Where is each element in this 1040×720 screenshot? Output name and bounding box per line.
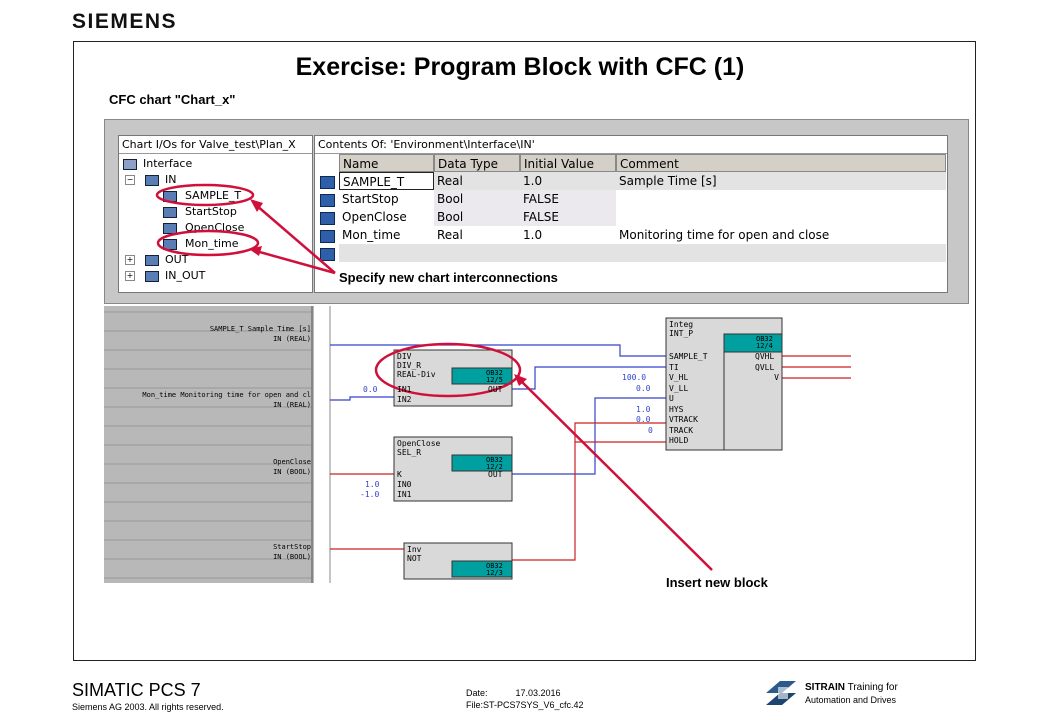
note-insert-block: Insert new block — [666, 575, 768, 590]
cell-name-1[interactable]: SAMPLE_T — [339, 172, 434, 190]
integ-pin-v-ll[interactable]: V_LL — [669, 383, 689, 393]
col-header-type[interactable]: Data Type — [434, 154, 520, 172]
integ-track-value: 0 — [648, 426, 653, 435]
integ-pin-qvhl[interactable]: QVHL — [755, 352, 775, 361]
sel-pin-out[interactable]: OUT — [488, 470, 503, 479]
col-header-comment[interactable]: Comment — [616, 154, 946, 172]
highlight-sample-t — [157, 185, 253, 205]
sel-pin-in0[interactable]: IN0 — [397, 480, 412, 489]
footer-file: File:ST-PCS7SYS_V6_cfc.42 — [466, 700, 584, 710]
integ-pin-hold[interactable]: HOLD — [669, 436, 689, 445]
cell-type-2[interactable]: Bool — [437, 192, 464, 206]
io-label-startstop: StartStop IN (BOOL) — [273, 543, 311, 561]
integ-outputs — [755, 352, 779, 384]
inv-num: 12/3 — [486, 569, 503, 577]
sel-ob: OB32 — [486, 456, 503, 464]
tree-pane: Chart I/Os for Valve_test\Plan_X Interface − IN SAMPLE_T StartStop OpenClose Mon_time + OUT + IN_OUT — [118, 135, 313, 293]
note-interconnections: Specify new chart interconnections — [339, 270, 558, 285]
inv-ob: OB32 — [486, 562, 503, 570]
expand-icon[interactable]: + — [126, 255, 134, 264]
integ-pin-u[interactable]: U — [669, 394, 674, 403]
integ-pin-track[interactable]: TRACK — [669, 425, 694, 435]
sitrain-logo-icon — [764, 679, 798, 707]
sel-block-header: OpenClose SEL_R — [397, 439, 441, 457]
wire-mon-time — [330, 397, 394, 400]
integ-pin-ti[interactable]: TI — [669, 362, 679, 372]
inv-block-header: Inv NOT — [407, 545, 422, 563]
cell-comment-1[interactable]: Sample Time [s] — [619, 174, 717, 188]
div-ob: OB32 — [486, 369, 503, 377]
cell-type-1[interactable]: Real — [437, 174, 463, 188]
integ-num: 12/4 — [756, 342, 773, 350]
highlight-mon-time — [158, 231, 258, 255]
sel-pin-in1[interactable]: IN1 — [397, 490, 412, 499]
div-pin-in1[interactable]: IN1 — [397, 385, 412, 394]
cell-initial-1[interactable]: 1.0 — [523, 174, 543, 188]
arrowhead-2 — [249, 246, 262, 256]
integ-pin-vtrack[interactable]: VTRACK — [669, 415, 698, 424]
cell-name-4[interactable]: Mon_time — [342, 228, 401, 242]
siemens-logo: SIEMENS — [72, 10, 178, 33]
col-header-name[interactable]: Name — [339, 154, 434, 172]
integ-pin-qvll[interactable]: QVLL — [755, 362, 775, 372]
integ-pin-hys[interactable]: HYS — [669, 404, 684, 414]
sel-num: 12/2 — [486, 463, 503, 471]
tree-pane-title: Chart I/Os for Valve_test\Plan_X — [119, 136, 312, 154]
integ-ob: OB32 — [756, 335, 773, 343]
footer-sitrain: SITRAIN Training for — [805, 682, 898, 693]
cell-comment-4[interactable]: Monitoring time for open and close — [619, 228, 830, 242]
contents-pane-title: Contents Of: 'Environment\Interface\IN' — [315, 136, 947, 154]
integ-inputs — [669, 352, 708, 447]
integ-pin-sample-t[interactable]: SAMPLE_T — [669, 352, 708, 361]
div-num: 12/5 — [486, 376, 503, 384]
footer-date: Date: 17.03.2016 — [466, 688, 561, 698]
div-in1-value: 0.0 — [363, 385, 378, 394]
div-block-header: DIV DIV_R REAL-Div — [397, 352, 436, 379]
collapse-icon[interactable]: − — [126, 175, 134, 184]
footer-product: SIMATIC PCS 7 — [72, 680, 201, 700]
integ-block-header: Integ INT_P — [669, 320, 694, 338]
integ-pin-v[interactable]: V — [774, 373, 779, 382]
cell-name-3[interactable]: OpenClose — [342, 210, 407, 224]
integ-vll-value: 0.0 — [636, 384, 651, 393]
cell-initial-2[interactable]: FALSE — [523, 192, 559, 206]
div-pin-in2[interactable]: IN2 — [397, 395, 412, 404]
slide-title: Exercise: Program Block with CFC (1) — [295, 53, 745, 81]
footer-automation: Automation and Drives — [805, 695, 897, 705]
cell-initial-4[interactable]: 1.0 — [523, 228, 543, 242]
sel-in0-value: 1.0 — [365, 480, 380, 489]
integ-vhl-value: 100.0 — [622, 373, 647, 382]
expand-icon[interactable]: + — [126, 271, 134, 280]
sel-pin-k[interactable]: K — [397, 470, 402, 479]
sel-in1-value: -1.0 — [360, 490, 380, 499]
integ-vtrack-value: 0.0 — [636, 415, 651, 424]
cell-type-3[interactable]: Bool — [437, 210, 464, 224]
integ-pin-v-hl[interactable]: V_HL — [669, 373, 689, 382]
footer-copyright: Siemens AG 2003. All rights reserved. — [72, 702, 224, 712]
io-label-openclose: OpenClose IN (BOOL) — [273, 458, 311, 476]
cell-name-2[interactable]: StartStop — [342, 192, 399, 206]
io-label-mon-time: Mon_time Monitoring time for open and cl IN (REAL) — [142, 391, 311, 409]
div-pin-out[interactable]: OUT — [488, 385, 503, 394]
col-header-initial[interactable]: Initial Value — [520, 154, 616, 172]
slide-subtitle: CFC chart "Chart_x" — [109, 92, 236, 107]
integ-hys-value: 1.0 — [636, 405, 651, 414]
cell-initial-3[interactable]: FALSE — [523, 210, 559, 224]
wire-inv-out — [492, 423, 666, 560]
io-label-sample-t: SAMPLE_T Sample Time [s] IN (REAL) — [209, 325, 311, 343]
cell-type-4[interactable]: Real — [437, 228, 463, 242]
